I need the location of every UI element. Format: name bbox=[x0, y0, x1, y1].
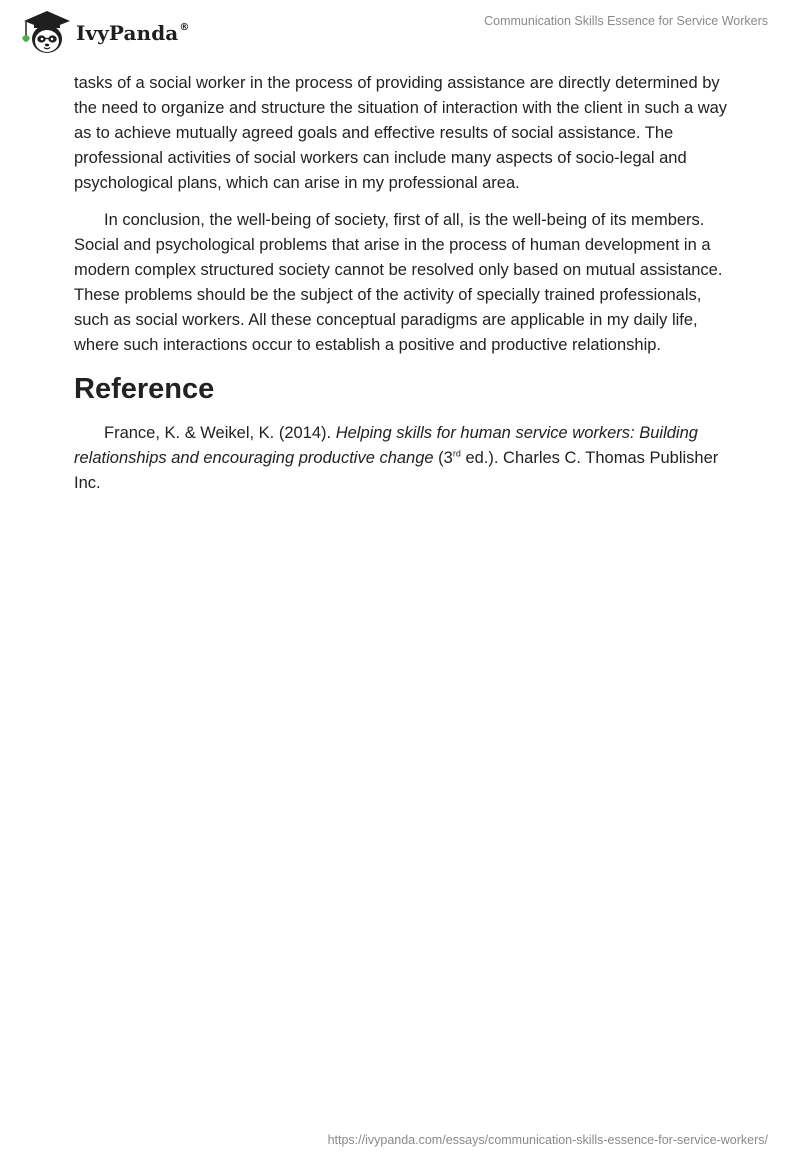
reference-edition-open: (3 bbox=[433, 449, 453, 467]
panda-graduation-cap-icon bbox=[16, 8, 74, 56]
body-paragraph-2: In conclusion, the well-being of society, first of all, is the well-being of its members. Social and psychological problems that arise in the process of human development in a modern complex structured society cannot be resolved only based on mutual assistance. These problems should be the subject of the activity of specially trained professionals, such as social workers. All these conceptual paradigms are applicable in my daily life, where such interactions occur to establish a positive and productive relationship. bbox=[74, 211, 723, 354]
reference-edition-close: ed.). Charles C. Thomas Publisher Inc. bbox=[74, 449, 719, 492]
reference-heading: Reference bbox=[74, 373, 215, 405]
document-title: Communication Skills Essence for Service Workers bbox=[484, 14, 768, 28]
brand-name-text: IvyPanda bbox=[76, 21, 179, 45]
reference-entry bbox=[74, 421, 728, 496]
essay-content bbox=[74, 71, 728, 508]
ivypanda-logo[interactable] bbox=[16, 8, 189, 56]
reference-edition-ordinal: rd bbox=[452, 448, 461, 459]
page-header bbox=[0, 0, 800, 64]
registered-mark: ® bbox=[179, 22, 190, 34]
body-paragraph-1: tasks of a social worker in the process of providing assistance are directly determined by the need to organize and structure the situation of interaction with the client in such a way as to achieve mutually agreed goals and effective results of social assistance. The professional activities of social workers can include many aspects of socio-legal and psychological plans, which can arise in my professional area. bbox=[74, 74, 728, 192]
brand-name bbox=[76, 21, 189, 45]
reference-title: Helping skills for human service workers: Building relationships and encouraging productive change bbox=[74, 424, 698, 467]
source-url[interactable]: https://ivypanda.com/essays/communication-skills-essence-for-service-workers/ bbox=[327, 1133, 768, 1147]
reference-authors-year: France, K. & Weikel, K. (2014). bbox=[104, 424, 336, 442]
